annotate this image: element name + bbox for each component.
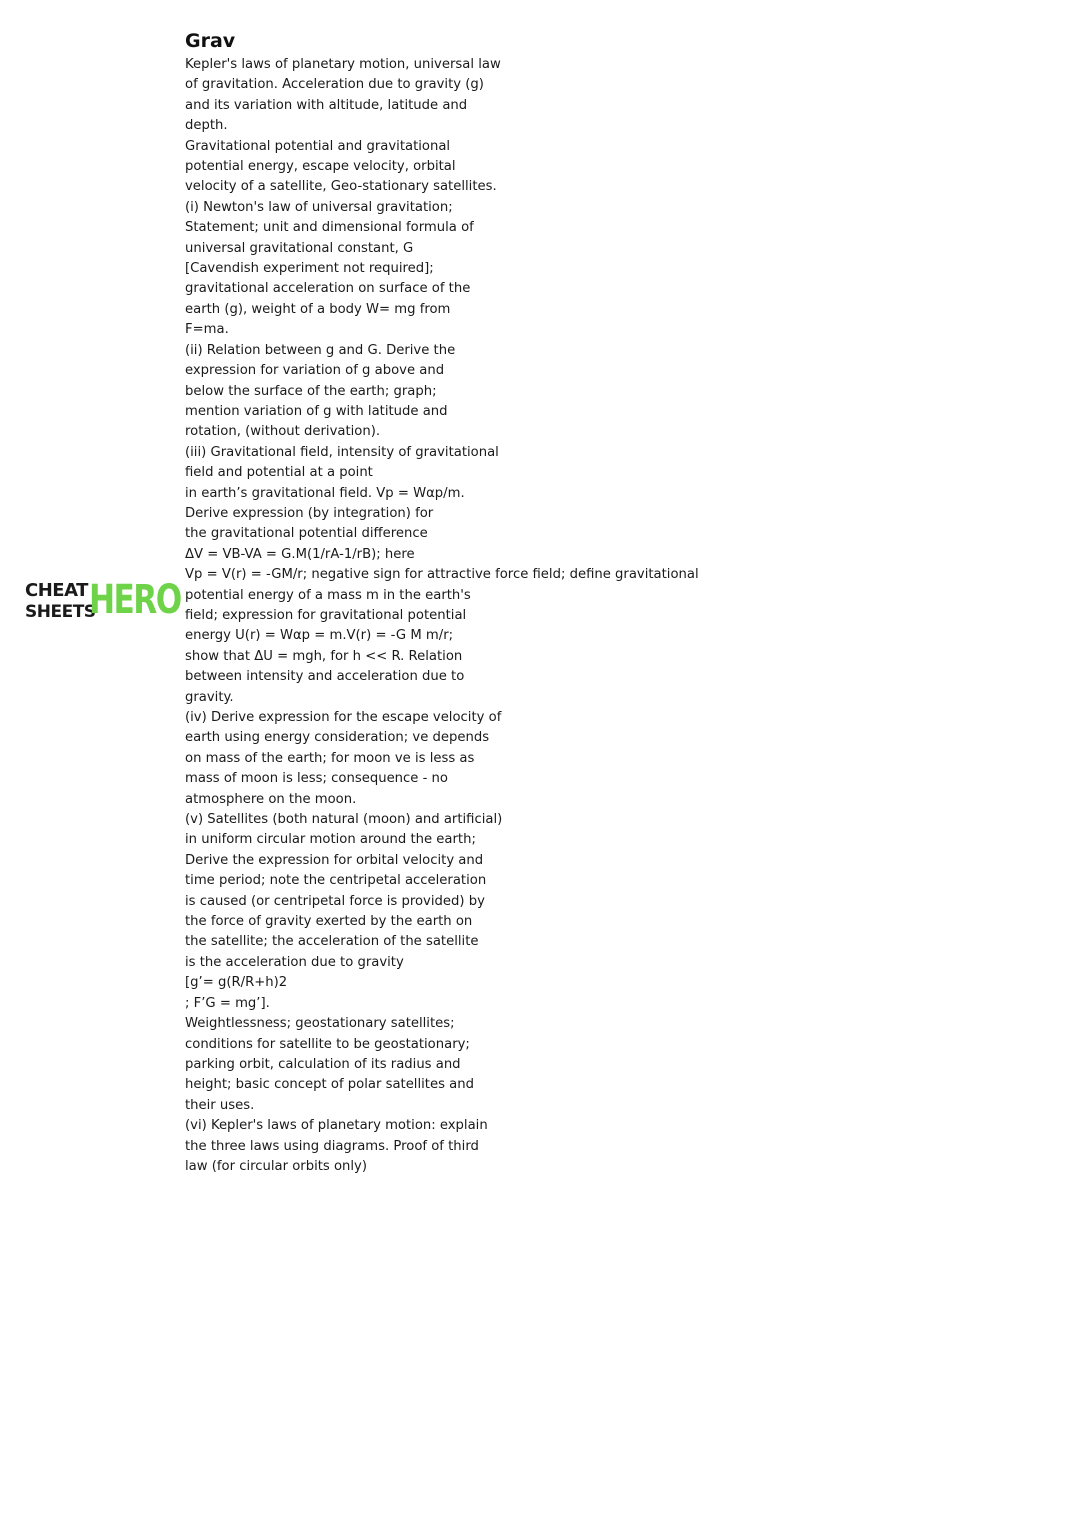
text-line: show that ΔU = mgh, for h << R. Relation: [185, 648, 463, 664]
text-line: potential energy, escape velocity, orbital: [185, 159, 456, 175]
text-line: rotation, (without derivation).: [185, 424, 381, 440]
text-line: (iii) Gravitational field, intensity of gravitational: [185, 444, 499, 460]
text-line: field and potential at a point: [185, 465, 373, 481]
text-line: (i) Newton's law of universal gravitation;: [185, 199, 453, 215]
text-line: (vi) Kepler's laws of planetary motion: explain: [185, 1118, 488, 1134]
text-line: time period; note the centripetal acceleration: [185, 873, 487, 889]
text-line: Derive the expression for orbital velocity and: [185, 852, 484, 868]
text-line: is caused (or centripetal force is provided) by: [185, 893, 485, 909]
text-line: Vp = V(r) = -GM/r; negative sign for attractive force field; define gravitational: [185, 567, 699, 583]
text-line: earth using energy consideration; ve depends: [185, 730, 490, 746]
text-line: law (for circular orbits only): [185, 1158, 368, 1174]
text-line: velocity of a satellite, Geo-stationary satellites.: [185, 179, 497, 195]
document-body: [185, 28, 705, 1177]
text-line: depth.: [185, 118, 228, 134]
text-line: expression for variation of g above and: [185, 363, 445, 379]
text-line: of gravitation. Acceleration due to gravity (g): [185, 77, 484, 93]
text-line: mention variation of g with latitude and: [185, 403, 448, 419]
text-line: on mass of the earth; for moon ve is less as: [185, 750, 475, 766]
logo-word-cheat: CHEAT: [25, 580, 88, 601]
text-line: ΔV = VB-VA = G.M(1/rA-1/rB); here: [185, 546, 415, 562]
text-line: ; F’G = mg’].: [185, 995, 270, 1011]
cheatsheets-hero-logo: [25, 577, 181, 624]
text-line: energy U(r) = Wαp = m.V(r) = -G M m/r;: [185, 628, 454, 644]
text-line: earth (g), weight of a body W= mg from: [185, 301, 451, 317]
text-line: universal gravitational constant, G: [185, 240, 414, 256]
text-line: is the acceleration due to gravity: [185, 954, 404, 970]
text-line: their uses.: [185, 1097, 255, 1113]
text-line: [Cavendish experiment not required];: [185, 261, 434, 277]
text-line: in uniform circular motion around the earth;: [185, 832, 476, 848]
text-line: height; basic concept of polar satellites and: [185, 1077, 474, 1093]
text-line: the force of gravity exerted by the earth on: [185, 914, 473, 930]
text-line: Weightlessness; geostationary satellites;: [185, 1016, 455, 1032]
text-line: (v) Satellites (both natural (moon) and artificial): [185, 812, 503, 828]
text-line: conditions for satellite to be geostationary;: [185, 1036, 470, 1052]
text-line: and its variation with altitude, latitude and: [185, 97, 468, 113]
text-line: Kepler's laws of planetary motion, universal law: [185, 57, 501, 72]
text-line: gravitational acceleration on surface of the: [185, 281, 471, 297]
page-title: Grav: [185, 30, 236, 52]
text-line: the gravitational potential difference: [185, 526, 428, 542]
text-line: (iv) Derive expression for the escape velocity of: [185, 710, 502, 725]
text-line: between intensity and acceleration due to: [185, 669, 465, 685]
text-line: atmosphere on the moon.: [185, 791, 357, 807]
text-line: [g’= g(R/R+h)2: [185, 975, 288, 991]
text-line: Derive expression (by integration) for: [185, 505, 434, 521]
text-line: Statement; unit and dimensional formula of: [185, 220, 474, 236]
text-line: below the surface of the earth; graph;: [185, 383, 437, 399]
text-line: gravity.: [185, 689, 234, 705]
text-lines: [185, 55, 705, 1177]
text-line: the satellite; the acceleration of the satellite: [185, 934, 479, 950]
text-line: Gravitational potential and gravitational: [185, 138, 451, 154]
text-line: (ii) Relation between g and G. Derive the: [185, 342, 456, 358]
text-line: the three laws using diagrams. Proof of third: [185, 1138, 479, 1154]
logo-word-sheets: SHEETS: [25, 602, 96, 622]
text-line: potential energy of a mass m in the earth's: [185, 587, 471, 603]
text-line: parking orbit, calculation of its radius and: [185, 1056, 461, 1072]
text-line: F=ma.: [185, 322, 229, 338]
logo-word-hero: HERO: [89, 577, 181, 623]
text-line: in earth’s gravitational field. Vp = Wαp/m.: [185, 485, 465, 501]
text-line: mass of moon is less; consequence - no: [185, 771, 448, 787]
text-line: field; expression for gravitational potential: [185, 607, 467, 623]
